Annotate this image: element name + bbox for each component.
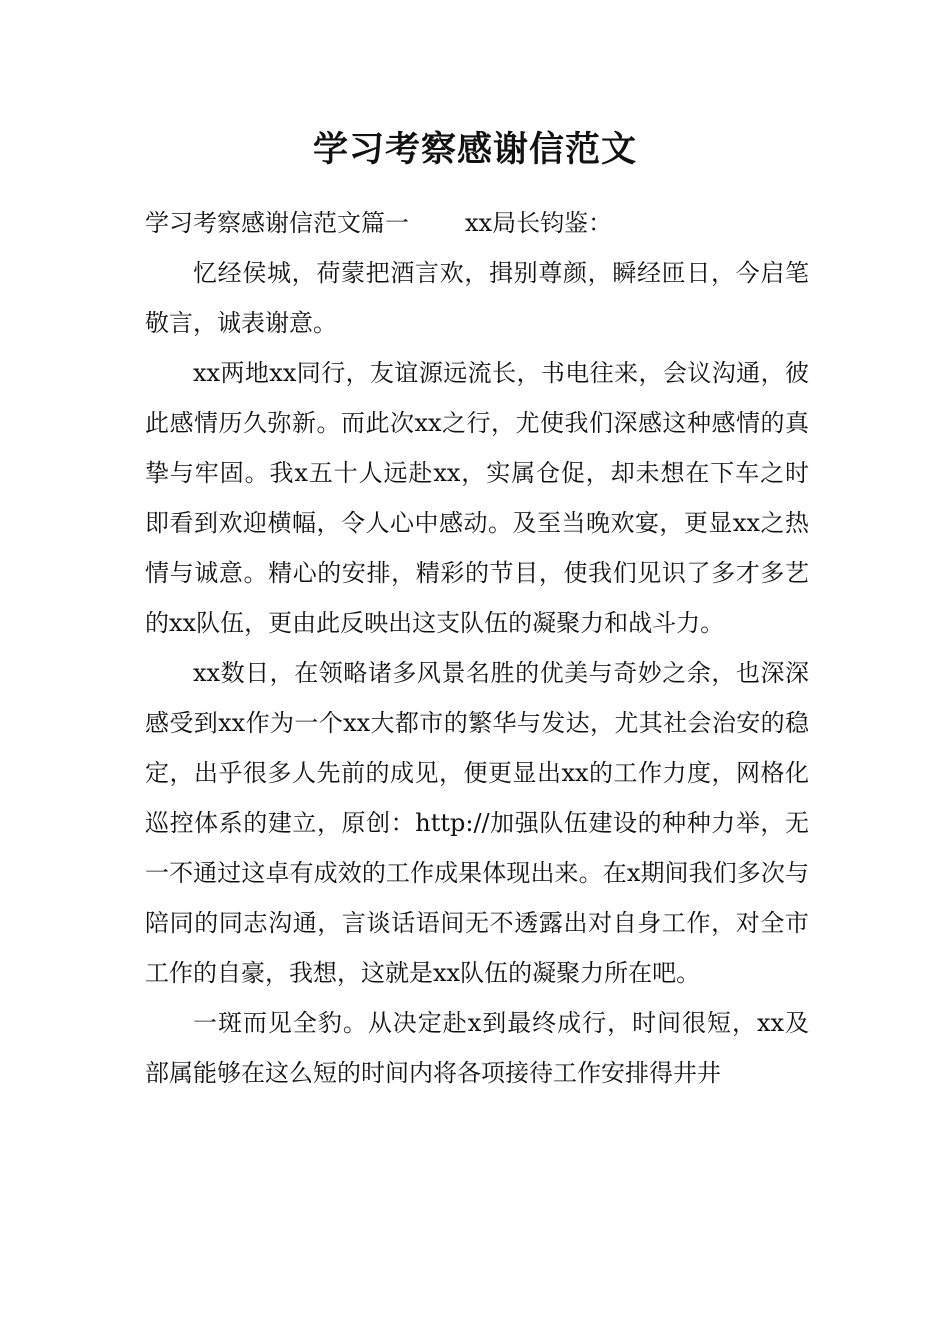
- document-title: 学习考察感谢信范文: [312, 130, 637, 170]
- paragraph-3: xx数日，在领略诸多风景名胜的优美与奇妙之余，也深深感受到xx作为一个xx大都市的繁华与发达，尤其社会治安的稳定，出乎很多人先前的成见，便更显出xx的工作力度，网格化巡控体系的建立，原创：http://加强队伍建设的种种力举，无一不通过这卓有成效的工作成果体现出来。在x期间我们多次与陪同的同志沟通，言谈话语间无不透露出对自身工作，对全市工作的自豪，我想，这就是xx队伍的凝聚力所在吧。: [145, 659, 809, 987]
- document-body: [145, 198, 809, 1098]
- paragraph-1: 忆经侯城，荷蒙把酒言欢，揖别尊颜，瞬经匝日，今启笔敬言，诚表谢意。: [145, 259, 809, 337]
- paragraph-2: xx两地xx同行，友谊源远流长，书电往来，会议沟通，彼此感情历久弥新。而此次xx之行，尤使我们深感这种感情的真挚与牢固。我x五十人远赴xx，实属仓促，却未想在下车之时即看到欢迎横幅，令人心中感动。及至当晚欢宴，更显xx之热情与诚意。精心的安排，精彩的节目，使我们见识了多才多艺的xx队伍，更由此反映出这支队伍的凝聚力和战斗力。: [145, 359, 809, 637]
- section-heading: 学习考察感谢信范文篇一: [145, 209, 409, 237]
- opening-line: [145, 198, 809, 248]
- salutation: xx局长钧鉴：: [465, 209, 613, 237]
- paragraph-4: 一斑而见全豹。从决定赴x到最终成行，时间很短，xx及部属能够在这么短的时间内将各项接待工作安排得井井: [145, 1009, 809, 1087]
